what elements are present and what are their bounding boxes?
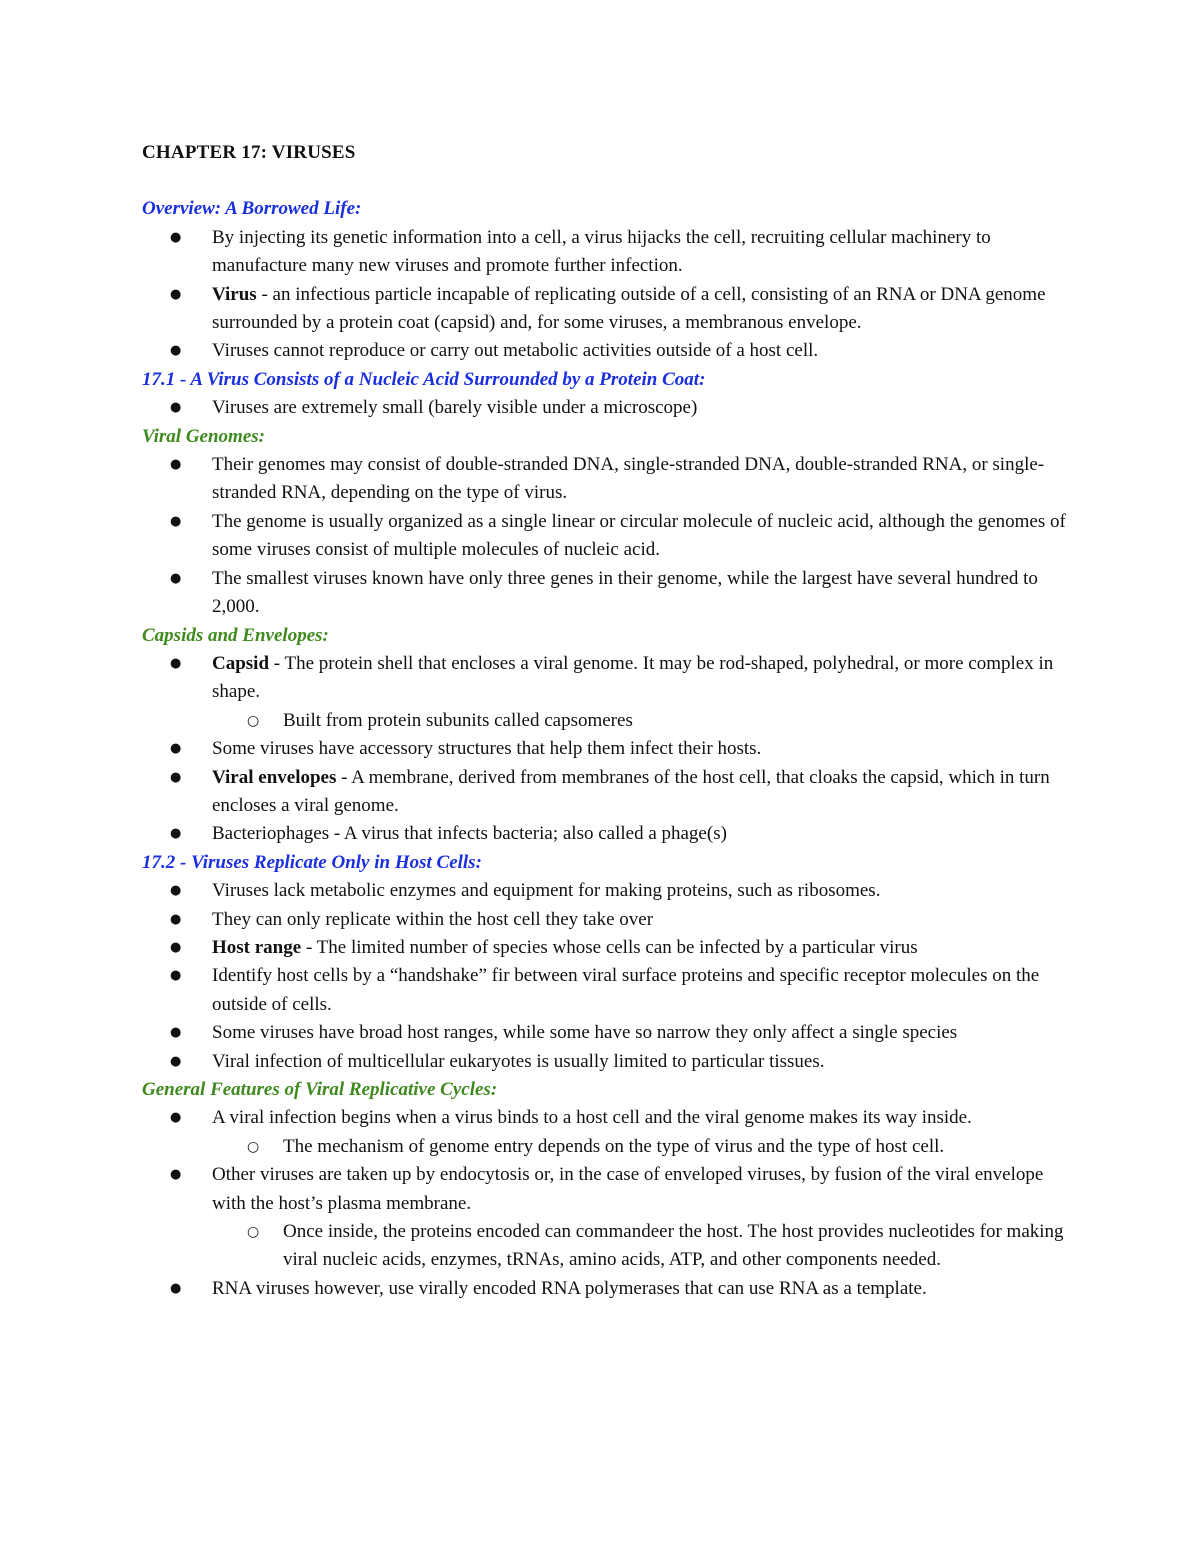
list-item xyxy=(212,1104,1072,1161)
list-item xyxy=(212,735,1072,763)
sub-list xyxy=(212,707,1072,735)
list-item-text: They can only replicate within the host cell they take over xyxy=(212,908,654,930)
capsids-list xyxy=(142,650,1072,849)
list-item-text: The smallest viruses known have only three genes in their genome, while the largest have several hundred to 2,000. xyxy=(212,567,1038,618)
list-item-text: A viral infection begins when a virus binds to a host cell and the viral genome makes its way inside. xyxy=(212,1107,972,1129)
list-item-text: Viruses are extremely small (barely visible under a microscope) xyxy=(212,397,698,419)
document-page xyxy=(142,139,1072,1303)
heading-overview: Overview: A Borrowed Life: xyxy=(142,198,362,220)
heading-capsids-envelopes: Capsids and Envelopes: xyxy=(142,624,329,646)
chapter-title: CHAPTER 17: VIRUSES xyxy=(142,142,356,163)
sub-list-item xyxy=(283,1218,1072,1275)
list-item xyxy=(212,1019,1072,1047)
sub-list-item xyxy=(283,707,1072,735)
list-item xyxy=(212,1161,1072,1275)
list-item-text: Viral infection of multicellular eukaryotes is usually limited to particular tissues. xyxy=(212,1050,825,1072)
list-item-text: Viruses cannot reproduce or carry out metabolic activities outside of a host cell. xyxy=(212,340,819,362)
general-features-list xyxy=(142,1104,1072,1303)
heading-general-features: General Features of Viral Replicative Cycles: xyxy=(142,1079,498,1100)
list-item xyxy=(212,337,1072,365)
list-item-text: Bacteriophages - A virus that infects bacteria; also called a phage(s) xyxy=(212,823,727,845)
sub-list xyxy=(212,1218,1072,1275)
overview-list xyxy=(142,224,1072,366)
list-item-text: The mechanism of genome entry depends on the type of virus and the type of host cell. xyxy=(283,1135,945,1157)
list-item-text: Viruses lack metabolic enzymes and equipment for making proteins, such as ribosomes. xyxy=(212,880,881,902)
sub-list xyxy=(212,1133,1072,1161)
list-item xyxy=(212,281,1072,338)
list-item-text: Built from protein subunits called capsomeres xyxy=(283,709,633,731)
term-host-range: Host range xyxy=(212,936,302,958)
list-item-text: RNA viruses however, use virally encoded RNA polymerases that can use RNA as a template. xyxy=(212,1277,927,1299)
list-item-text: Some viruses have accessory structures that help them infect their hosts. xyxy=(212,738,762,760)
list-item xyxy=(212,224,1072,281)
list-item-text: - A membrane, derived from membranes of the host cell, that cloaks the capsid, which in turn encloses a viral genome. xyxy=(212,766,1050,816)
heading-17-1: 17.1 - A Virus Consists of a Nucleic Acid Surrounded by a Protein Coat: xyxy=(142,368,706,390)
section-17-1-list xyxy=(142,394,1072,422)
list-item xyxy=(212,906,1072,934)
list-item-text: Identify host cells by a “handshake” fir between viral surface proteins and specific receptor molecules on the outside of cells. xyxy=(212,965,1040,1015)
list-item-text: Once inside, the proteins encoded can commandeer the host. The host provides nucleotides for making viral nucleic acids, enzymes, tRNAs, amino acids, ATP, and other components needed. xyxy=(283,1221,1064,1271)
term-viral-envelopes: Viral envelopes xyxy=(212,766,337,788)
heading-viral-genomes: Viral Genomes: xyxy=(142,425,265,447)
term-virus: Virus xyxy=(212,283,257,305)
sub-list-item xyxy=(283,1133,1072,1161)
list-item-text: - The protein shell that encloses a viral genome. It may be rod-shaped, polyhedral, or more complex in shape. xyxy=(212,652,1054,703)
list-item-text: - an infectious particle incapable of replicating outside of a cell, consisting of an RNA or DNA genome surrounded by a protein coat (capsid) and, for some viruses, a membranous envelope. xyxy=(212,283,1046,334)
list-item xyxy=(212,820,1072,848)
list-item xyxy=(212,1048,1072,1076)
list-item-text: Some viruses have broad host ranges, while some have so narrow they only affect a single species xyxy=(212,1022,958,1044)
section-17-2-list xyxy=(142,877,1072,1076)
list-item xyxy=(212,934,1072,962)
list-item xyxy=(212,394,1072,422)
list-item-text: - The limited number of species whose cells can be infected by a particular virus xyxy=(301,936,918,958)
list-item-text: Their genomes may consist of double-stranded DNA, single-stranded DNA, double-stranded RNA, or single-stranded RNA, depending on the type of virus. xyxy=(212,454,1045,504)
term-capsid: Capsid xyxy=(212,652,270,674)
list-item-text: The genome is usually organized as a single linear or circular molecule of nucleic acid, although the genomes of some viruses consist of multiple molecules of nucleic acid. xyxy=(212,510,1066,561)
list-item xyxy=(212,565,1072,622)
heading-17-2: 17.2 - Viruses Replicate Only in Host Cells: xyxy=(142,851,482,873)
list-item-text: By injecting its genetic information into a cell, a virus hijacks the cell, recruiting cellular machinery to manufacture many new viruses and promote further infection. xyxy=(212,226,991,277)
list-item xyxy=(212,508,1072,565)
list-item xyxy=(212,764,1072,821)
list-item xyxy=(212,451,1072,508)
list-item xyxy=(212,1275,1072,1303)
viral-genomes-list xyxy=(142,451,1072,621)
list-item xyxy=(212,877,1072,905)
list-item xyxy=(212,650,1072,735)
list-item-text: Other viruses are taken up by endocytosis or, in the case of enveloped viruses, by fusion of the viral envelope with the host’s plasma membrane. xyxy=(212,1164,1044,1214)
list-item xyxy=(212,962,1072,1019)
